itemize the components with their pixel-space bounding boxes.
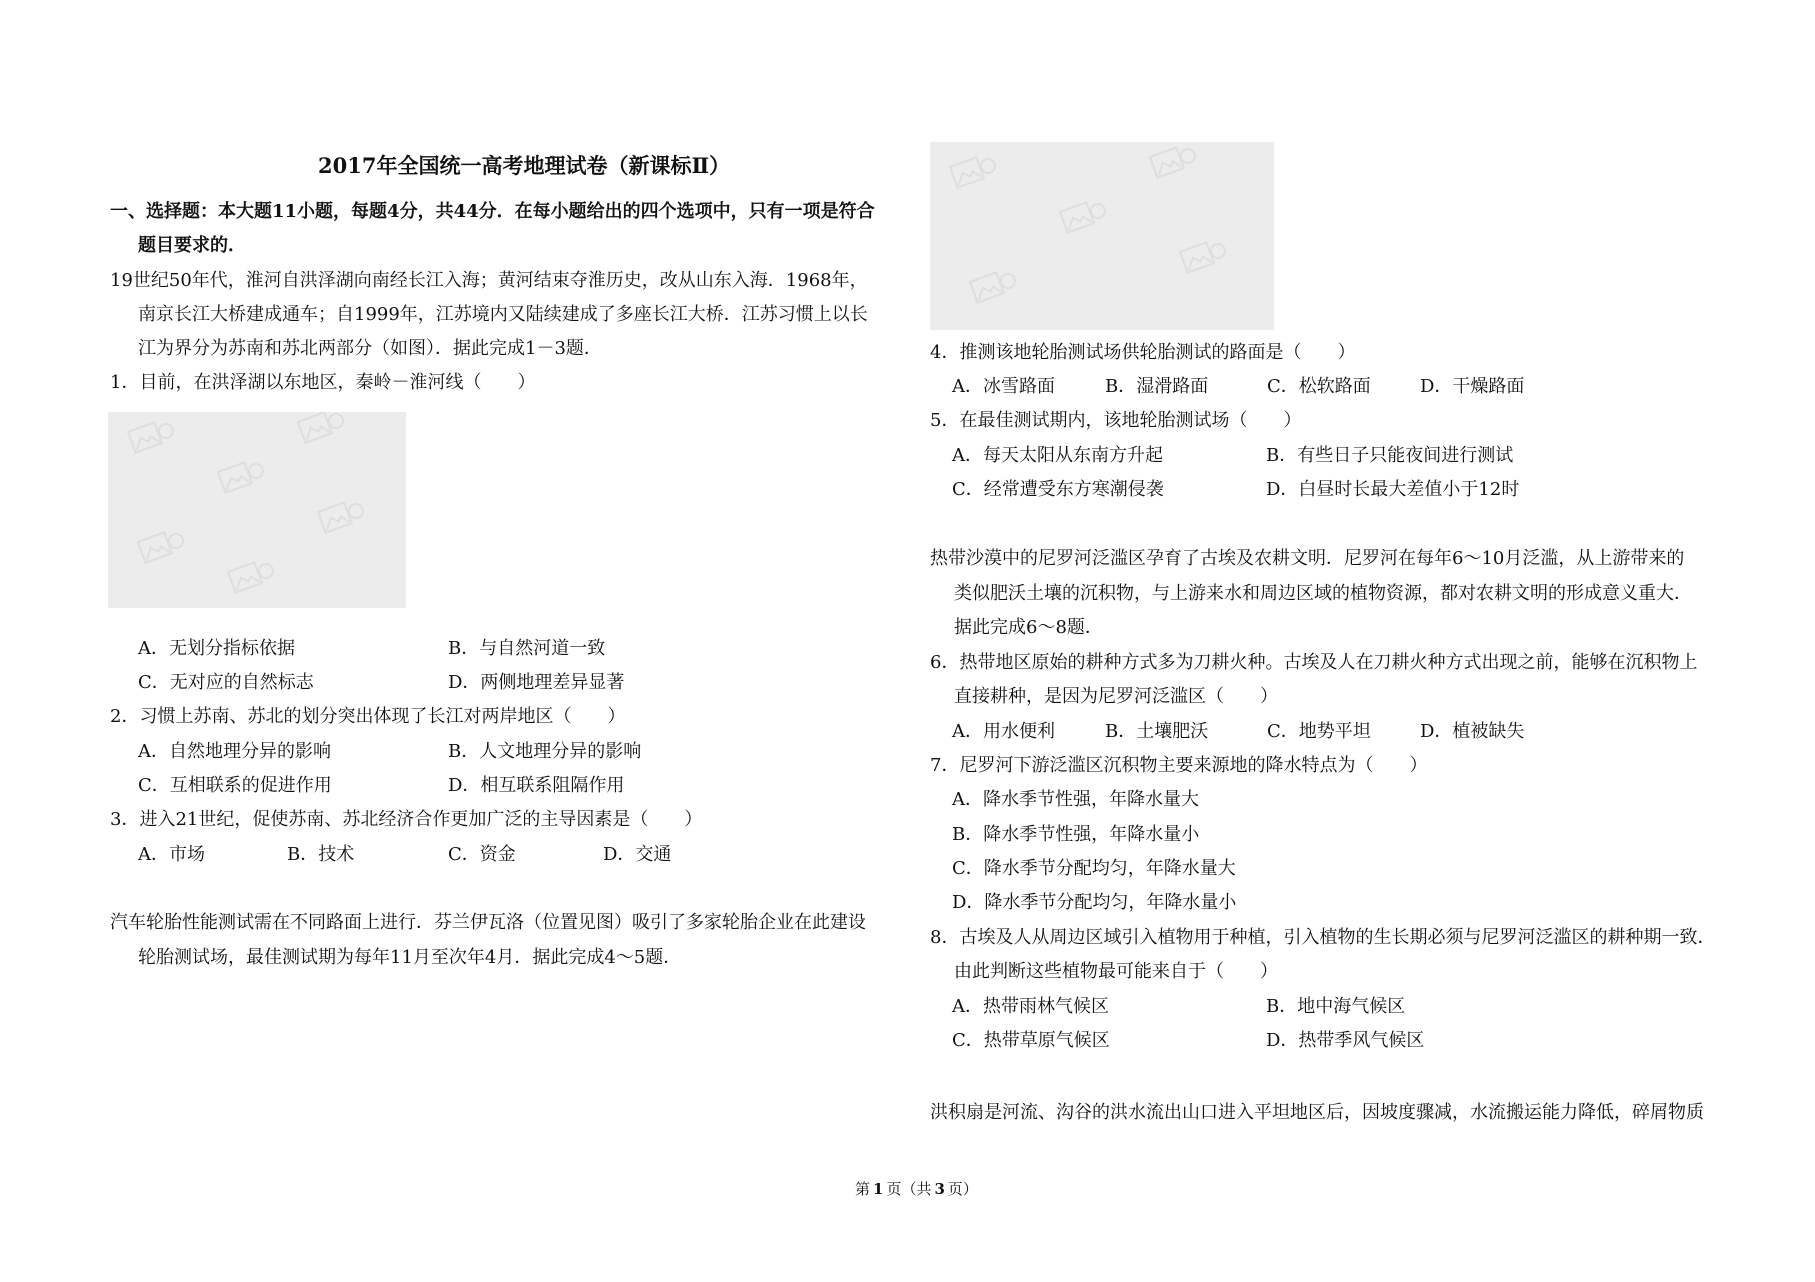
q5-option-b: B．有些日子只能夜间进行测试 bbox=[1266, 445, 1514, 466]
q1-option-b: B．与自然河道一致 bbox=[448, 638, 606, 659]
q4-option-a: A．冰雪路面 bbox=[952, 376, 1055, 397]
q6-option-d: D．植被缺失 bbox=[1420, 721, 1525, 742]
q6-option-a: A．用水便利 bbox=[952, 721, 1055, 742]
q2-option-a: A．自然地理分异的影响 bbox=[138, 741, 331, 762]
q4-stem: 4．推测该地轮胎测试场供轮胎测试的路面是（ ） bbox=[930, 342, 1356, 363]
q6-option-c: C．地势平坦 bbox=[1267, 721, 1371, 742]
q7-stem: 7．尼罗河下游泛滥区沉积物主要来源地的降水特点为（ ） bbox=[930, 755, 1428, 776]
page-footer bbox=[855, 1178, 978, 1199]
q3-option-c: C．资金 bbox=[448, 844, 516, 865]
passage2-line1: 汽车轮胎性能测试需在不同路面上进行．芬兰伊瓦洛（位置见图）吸引了多家轮胎企业在此建设 bbox=[110, 912, 866, 933]
passage4-line1: 洪积扇是河流、沟谷的洪水流出山口进入平坦地区后，因坡度骤减，水流搬运能力降低，碎屑物质 bbox=[930, 1102, 1704, 1123]
passage1-line2: 南京长江大桥建成通车；自1999年，江苏境内又陆续建成了多座长江大桥．江苏习惯上以长 bbox=[138, 304, 868, 325]
q4-option-b: B．湿滑路面 bbox=[1105, 376, 1209, 397]
q3-option-d: D．交通 bbox=[603, 844, 672, 865]
passage2-line2: 轮胎测试场，最佳测试期为每年11月至次年4月．据此完成4～5题． bbox=[138, 947, 682, 968]
passage3-line2: 类似肥沃土壤的沉积物，与上游来水和周边区域的植物资源，都对农耕文明的形成意义重大． bbox=[954, 583, 1692, 604]
q4-option-c: C．松软路面 bbox=[1267, 376, 1371, 397]
passage3-line3: 据此完成6～8题． bbox=[954, 617, 1103, 638]
q7-option-c: C．降水季节分配均匀，年降水量大 bbox=[952, 858, 1236, 879]
footer-mid: 页（共 bbox=[886, 1180, 932, 1198]
footer-suffix: 页） bbox=[947, 1180, 978, 1198]
q2-option-c: C．互相联系的促进作用 bbox=[138, 775, 332, 796]
section-header-line2: 题目要求的． bbox=[138, 235, 246, 256]
q1-option-d: D．两侧地理差异显著 bbox=[448, 672, 625, 693]
q7-option-b: B．降水季节性强，年降水量小 bbox=[952, 824, 1200, 845]
q7-option-a: A．降水季节性强，年降水量大 bbox=[952, 789, 1199, 810]
q8-option-a: A．热带雨林气候区 bbox=[952, 996, 1109, 1017]
passage1-line1: 19世纪50年代，淮河自洪泽湖向南经长江入海；黄河结束夺淮历史，改从山东入海．1968年， bbox=[110, 270, 868, 291]
q8-option-b: B．地中海气候区 bbox=[1266, 996, 1406, 1017]
image-placeholder-icon bbox=[108, 412, 406, 608]
q1-option-c: C．无对应的自然标志 bbox=[138, 672, 314, 693]
passage3-line1: 热带沙漠中的尼罗河泛滥区孕育了古埃及农耕文明．尼罗河在每年6～10月泛滥，从上游带来的 bbox=[930, 548, 1685, 569]
section-header-line1: 一、选择题：本大题11小题，每题4分，共44分．在每小题给出的四个选项中，只有一项是符合 bbox=[110, 201, 875, 222]
map-image-placeholder bbox=[108, 412, 406, 608]
q6-option-b: B．土壤肥沃 bbox=[1105, 721, 1209, 742]
q3-stem: 3．进入21世纪，促使苏南、苏北经济合作更加广泛的主导因素是（ ） bbox=[110, 809, 703, 830]
q8-option-d: D．热带季风气候区 bbox=[1266, 1030, 1425, 1051]
q6-stem-line2: 直接耕种，是因为尼罗河泛滥区（ ） bbox=[954, 686, 1278, 707]
q5-option-d: D．白昼时长最大差值小于12时 bbox=[1266, 479, 1520, 500]
q8-stem-line1: 8．古埃及人从周边区域引入植物用于种植，引入植物的生长期必须与尼罗河泛滥区的耕种期一致． bbox=[930, 927, 1716, 948]
q2-option-d: D．相互联系阻隔作用 bbox=[448, 775, 625, 796]
q5-option-c: C．经常遭受东方寒潮侵袭 bbox=[952, 479, 1164, 500]
q8-option-c: C．热带草原气候区 bbox=[952, 1030, 1110, 1051]
q5-stem: 5．在最佳测试期内，该地轮胎测试场（ ） bbox=[930, 410, 1302, 431]
passage1-line3: 江为界分为苏南和苏北两部分（如图）．据此完成1－3题． bbox=[138, 338, 602, 359]
q2-stem: 2．习惯上苏南、苏北的划分突出体现了长江对两岸地区（ ） bbox=[110, 706, 626, 727]
q5-option-a: A．每天太阳从东南方升起 bbox=[952, 445, 1163, 466]
q6-stem-line1: 6．热带地区原始的耕种方式多为刀耕火种。古埃及人在刀耕火种方式出现之前，能够在沉积物上 bbox=[930, 652, 1698, 673]
q1-option-a: A．无划分指标依据 bbox=[138, 638, 295, 659]
q8-stem-line2: 由此判断这些植物最可能来自于（ ） bbox=[954, 961, 1278, 982]
footer-total-pages: 3 bbox=[934, 1180, 945, 1198]
location-map-image-placeholder bbox=[930, 142, 1274, 330]
q7-option-d: D．降水季节分配均匀，年降水量小 bbox=[952, 892, 1237, 913]
q1-stem: 1．目前，在洪泽湖以东地区，秦岭－淮河线（ ） bbox=[110, 372, 536, 393]
q2-option-b: B．人文地理分异的影响 bbox=[448, 741, 642, 762]
page-title: 2017年全国统一高考地理试卷（新课标Ⅱ） bbox=[318, 153, 731, 178]
q3-option-a: A．市场 bbox=[138, 844, 205, 865]
image-placeholder-icon bbox=[930, 142, 1274, 330]
footer-prefix: 第 bbox=[855, 1180, 871, 1198]
q3-option-b: B．技术 bbox=[287, 844, 355, 865]
footer-page-number: 1 bbox=[873, 1180, 884, 1198]
q4-option-d: D．干燥路面 bbox=[1420, 376, 1525, 397]
